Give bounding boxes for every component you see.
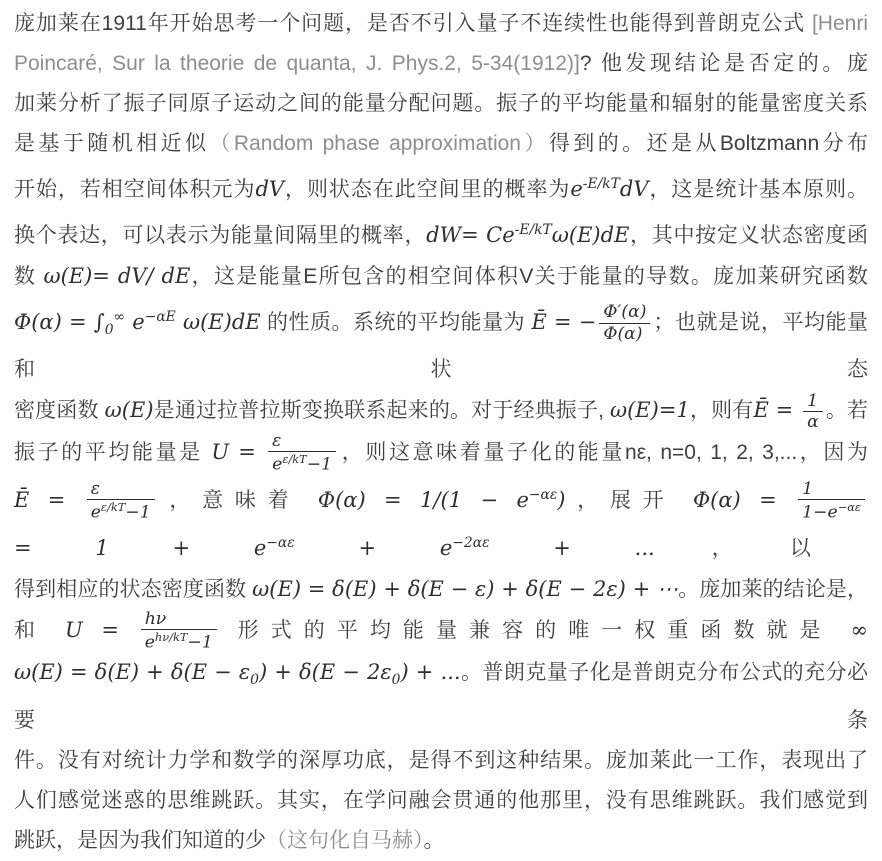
text-line (14, 164, 868, 210)
text-line (14, 781, 868, 821)
text-line (14, 652, 868, 740)
body-text: 庞加莱在1911年开始思考一个问题，是否不引入量子不连续性也能得到普朗克公式 (14, 12, 812, 35)
math-inline: $\Phi(\alpha) = 1/(1 - e^{-\alpha\varepsilon})$ (317, 486, 566, 512)
math-inline: ω(E) = δ(E) + δ(E − ε) + δ(E − 2ε) + ⋯ (252, 576, 678, 601)
math-fraction: $\frac{h\nu}{e^{h\nu/kT}-1}$ (141, 610, 217, 653)
body-text: ，这是统计基本原则。 (648, 178, 869, 201)
body-text: 跳跃，是因为我们知道的少 (14, 828, 266, 852)
body-text: 。若 (825, 399, 869, 423)
body-text: ? 他发现结论是否定的。庞 (579, 52, 868, 75)
body-text: 。 (423, 828, 445, 852)
math-inline: $e^{-E/kT}dV$ (570, 176, 649, 201)
math-fraction: $\frac{1}{1-e^{-\alpha\varepsilon}}$ (798, 480, 865, 523)
math-inline: U = (64, 617, 138, 642)
text-line (14, 210, 868, 256)
body-text: 换个表达，可以表示为能量间隔里的概率， (14, 224, 427, 247)
math-inline: ∞ (850, 617, 868, 642)
text-line (14, 569, 868, 610)
text-line (14, 390, 868, 432)
text-line (14, 432, 868, 475)
body-text: 的性质。系统的平均能量为 (260, 311, 532, 334)
body-text: ，其中按定义状态密度函 (629, 224, 869, 247)
body-text: 开始，若相空间体积元为 (14, 178, 256, 201)
body-text: 。庞加莱的结论是， (678, 577, 868, 601)
text-line (14, 124, 868, 164)
text-line (14, 821, 868, 861)
annotation-text: （Random phase approximation） (209, 132, 549, 155)
text-line (14, 44, 868, 84)
body-text: ，则状态在此空间里的概率为 (284, 178, 571, 201)
math-fraction: $\frac{\varepsilon}{e^{\varepsilon/kT}-1}$ (87, 480, 155, 523)
text-line (14, 4, 868, 44)
math-inline: $dW= Ce^{-E/kT}\omega(E)dE$ (426, 222, 630, 247)
math-inline: ω(E)= dV/ dE (43, 264, 191, 288)
math-inline: = $1 + e^{-\alpha\varepsilon} + e^{-2\alpha\varepsilon}$ + ... (14, 534, 655, 560)
body-text: ，以 (654, 536, 868, 560)
body-text: 和 (14, 618, 65, 642)
body-text: 是通过拉普拉斯变换联系起来的。对于经典振子, (153, 399, 610, 423)
math-fraction: $\frac{\Phi'(\alpha)}{\Phi(\alpha)}$ (599, 303, 650, 343)
body-text: 是基于随机相近似 (14, 132, 210, 155)
math-inline: $\Phi(\alpha) = \int_0^\infty$ $e^{-\alpha E}$ ω(E)dE (14, 309, 261, 339)
body-text: ，意味着 (157, 488, 318, 512)
math-inline: Φ(α) = (692, 487, 796, 512)
math-inline: Ē = − (531, 310, 597, 334)
math-fraction: $\frac{\varepsilon}{e^{\varepsilon/kT}-1}$ (268, 432, 336, 475)
body-text: 密度函数 (14, 399, 105, 423)
body-text: 加莱分析了振子同原子运动之间的能量分配问题。振子的平均能量和辐射的能量密度关系 (14, 92, 868, 115)
text-line (14, 475, 868, 569)
body-text: ，这是能量E所包含的相空间体积V关于能量的导数。庞加莱研究函数 (190, 265, 869, 288)
annotation-text: [Henri (811, 12, 868, 35)
body-text: ，展开 (565, 488, 693, 512)
body-text: 数 (14, 265, 44, 288)
math-inline: dV (255, 177, 285, 201)
annotation-text: （这句化自马赫） (266, 828, 424, 852)
body-text: 得到的。还是从Boltzmann分布 (548, 132, 869, 155)
body-text: 形式的平均能量兼容的唯一权重函数就是 (219, 618, 851, 642)
math-inline: U = (211, 439, 266, 464)
math-inline: Ē = (14, 487, 84, 512)
math-fraction: $\frac{1}{\alpha}$ (803, 392, 823, 432)
text-line (14, 256, 868, 297)
body-text: 。普朗克量子化是普朗克分布公式的充分必要条 (14, 661, 869, 732)
annotation-text: Poincaré, Sur la theorie de quanta, J. Phys.2, 5-34(1912)] (14, 52, 580, 75)
body-text: ；也就是说，平均能量和状态 (14, 311, 869, 382)
body-text: 振子的平均能量是 (14, 440, 212, 464)
text-line (14, 297, 868, 390)
math-inline: ω(E) (104, 398, 154, 423)
text-line (14, 84, 868, 124)
math-inline: $\omega(E) = \delta(E) + \delta(E - \varepsilon_0) + \delta(E - 2\varepsilon_0)$ + ... (14, 660, 461, 689)
text-line (14, 610, 868, 653)
body-text: 件。没有对统计力学和数学的深厚功底，是得不到这种结果。庞加莱此一工作，表现出了 (14, 748, 868, 772)
body-text: 人们感觉迷惑的思维跳跃。其实，在学问融会贯通的他那里，没有思维跳跃。我们感觉到 (14, 788, 868, 812)
body-text: ，则这意味着量子化的能量nε, n=0, 1, 2, 3,...，因为 (339, 440, 868, 464)
body-text: ，则有 (689, 399, 754, 423)
article-body (14, 4, 868, 861)
math-inline: ω(E)=1 (609, 398, 690, 423)
body-text: 得到相应的状态密度函数 (14, 577, 253, 601)
text-line (14, 741, 868, 781)
math-inline: Ē = (753, 398, 801, 423)
